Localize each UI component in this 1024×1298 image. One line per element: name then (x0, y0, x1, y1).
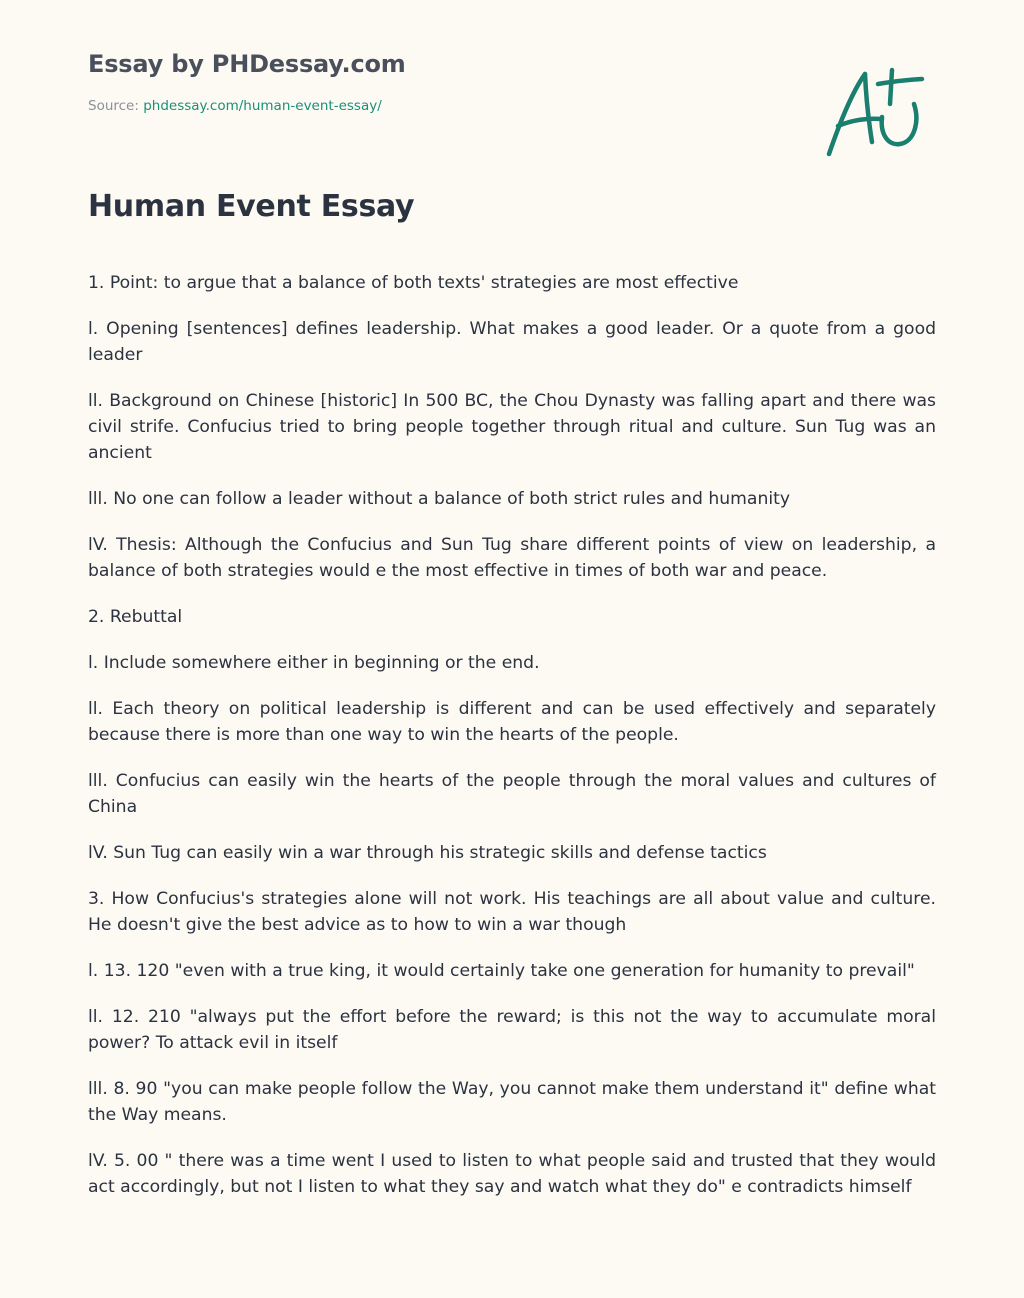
source-link[interactable]: phdessay.com/human-event-essay/ (143, 98, 382, 114)
essay-title: Human Event Essay (88, 189, 415, 224)
source-label: Source: (88, 98, 144, 114)
essay-paragraph: lll. Confucius can easily win the hearts of the people through the moral values and cultures of China (88, 771, 936, 817)
essay-paragraph: ll. Each theory on political leadership is different and can be used effectively and separately because there is more than one way to win the hearts of the people. (88, 699, 936, 745)
essay-paragraph: l. Include somewhere either in beginning or the end. (88, 653, 540, 673)
essay-paragraph: 1. Point: to argue that a balance of both texts' strategies are most effective (88, 273, 739, 293)
source-line (88, 98, 406, 114)
page-header (88, 50, 406, 114)
essay-paragraph: lV. Sun Tug can easily win a war through his strategic skills and defense tactics (88, 843, 767, 863)
a-plus-logo (820, 62, 930, 162)
essay-paragraph: l. 13. 120 "even with a true king, it would certainly take one generation for humanity to prevail" (88, 961, 915, 981)
essay-paragraph: ll. 12. 210 "always put the effort before the reward; is this not the way to accumulate moral power? To attack evil in itself (88, 1007, 936, 1053)
essay-paragraph: lV. 5. 00 " there was a time went I used to listen to what people said and trusted that they would act accordingly, but not I listen to what they say and watch what they do" e contradicts himself (88, 1151, 936, 1197)
essay-paragraph: ll. Background on Chinese [historic] In 500 BC, the Chou Dynasty was falling apart and there was civil strife. Confucius tried to bring people together through ritual and culture. Sun Tug was an ancient (88, 391, 936, 463)
essay-paragraph: 2. Rebuttal (88, 607, 183, 627)
essay-paragraph: lll. 8. 90 "you can make people follow the Way, you cannot make them understand it" define what the Way means. (88, 1079, 936, 1125)
a-plus-logo-icon (820, 62, 930, 162)
essay-paragraph: l. Opening [sentences] defines leadership. What makes a good leader. Or a quote from a good leader (88, 319, 936, 365)
essay-paragraph: lV. Thesis: Although the Confucius and Sun Tug share different points of view on leadership, a balance of both strategies would e the most effective in times of both war and peace. (88, 535, 936, 581)
essay-paragraph: 3. How Confucius's strategies alone will not work. His teachings are all about value and culture. He doesn't give the best advice as to how to win a war though (88, 889, 936, 935)
essay-paragraph: lll. No one can follow a leader without a balance of both strict rules and humanity (88, 489, 791, 509)
site-title: Essay by PHDessay.com (88, 50, 406, 78)
essay-body (88, 270, 936, 1220)
